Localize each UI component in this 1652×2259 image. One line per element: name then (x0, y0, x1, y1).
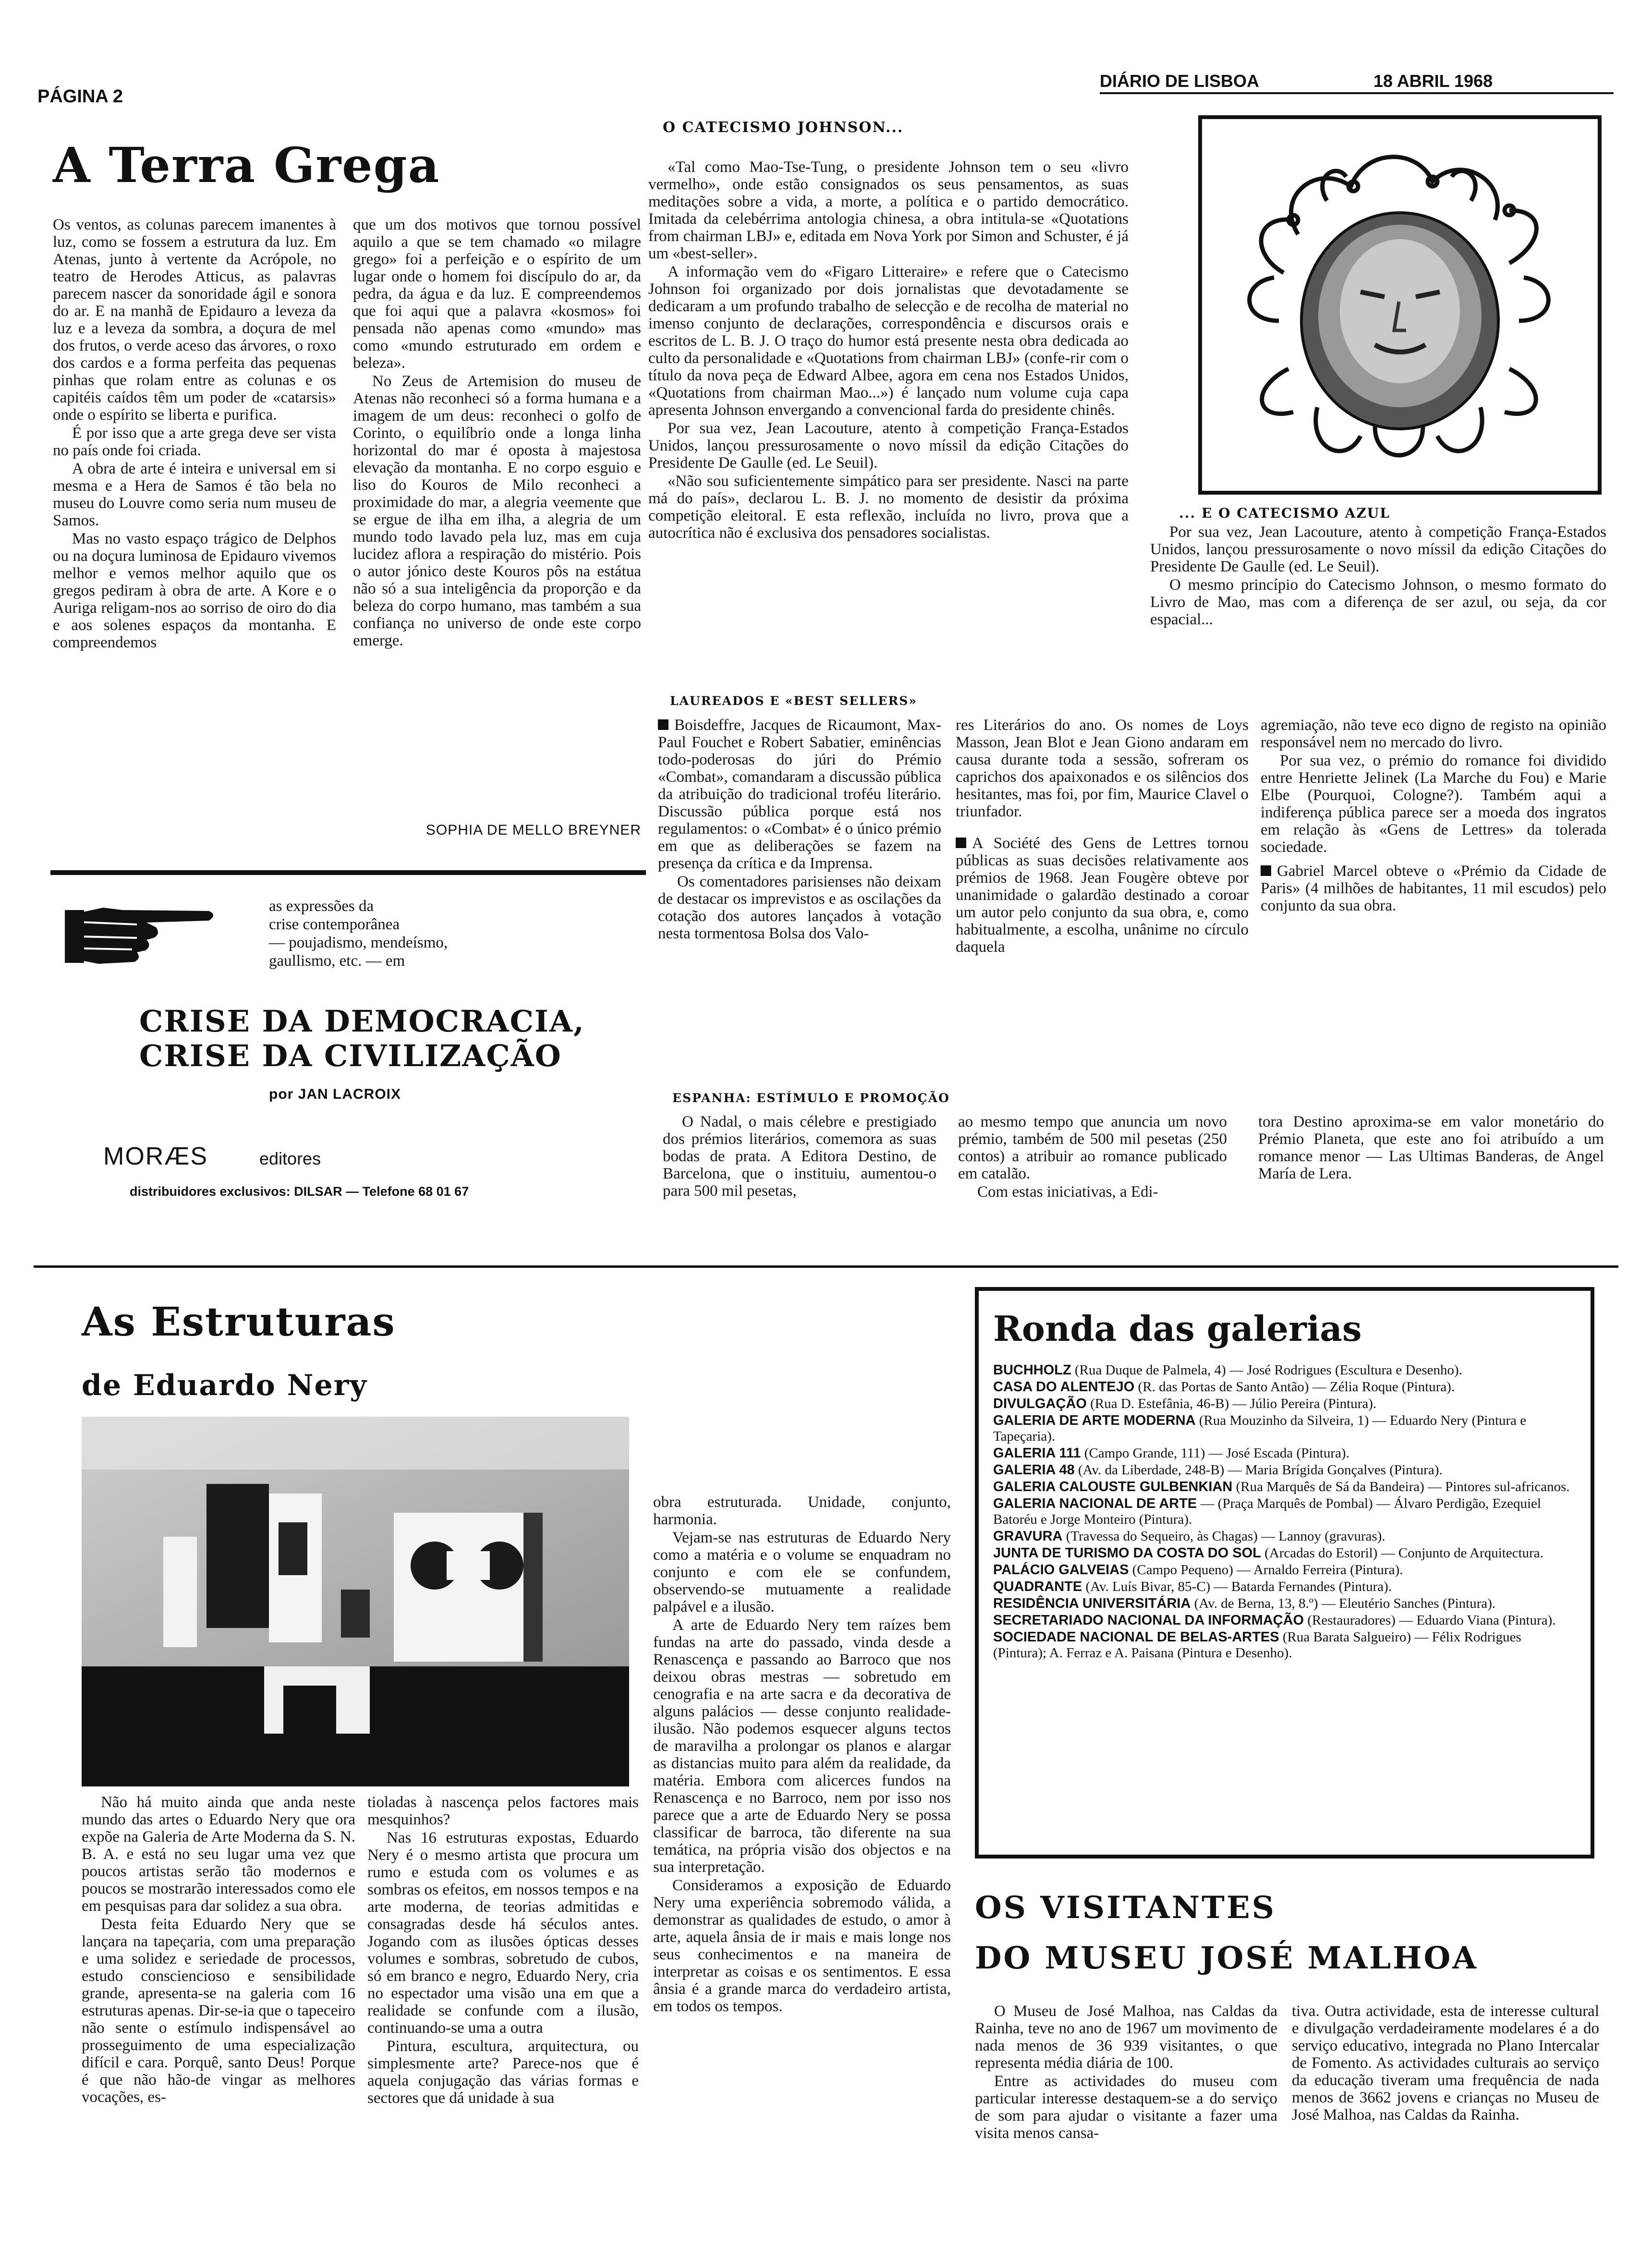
gallery-name: CASA DO ALENTEJO (993, 1379, 1135, 1395)
gallery-entry (993, 1445, 1577, 1461)
gallery-entry (993, 1545, 1577, 1561)
paragraph: A Société des Gens de Lettres tornou públicas as suas decisões relativamente aos prémios de 1968. Jean Fougère obteve por unanimidade o galardão destinado a coroar um autor pelo conjunto da sua obra, e, como habitualmente, a escolha, unânime no círculo daquela (956, 835, 1249, 956)
terra-grega-column-2 (353, 216, 641, 816)
gallery-entry (993, 1529, 1577, 1544)
visitantes-title-2: DO MUSEU JOSÉ MALHOA (975, 1940, 1478, 1976)
paragraph: O Museu de José Malhoa, nas Caldas da Rainha, teve no ano de 1967 um movimento de nada menos de 36 939 visitantes, o que representa média diária de 100. (975, 2003, 1277, 2072)
gallery-name: BUCHHOLZ (993, 1362, 1071, 1378)
newspaper-name: DIÁRIO DE LISBOA (1100, 71, 1260, 91)
estruturas-title: As Estruturas (82, 1299, 396, 1345)
gallery-entry (993, 1629, 1577, 1661)
gallery-entry (993, 1362, 1577, 1378)
paragraph: A obra de arte é inteira e universal em si mesma e a Hera de Samos é tão bela no museu do Louvre como seria num museu de Samos. (53, 460, 336, 529)
paragraph: Por sua vez, Jean Lacouture, atento à competição França-Estados Unidos, lançou pressurosamente o novo míssil da edição Citações do Presidente De Gaulle (ed. Le Seuil). (648, 420, 1129, 472)
catecismo-title: O CATECISMO JOHNSON... (663, 119, 904, 136)
gallery-name: DIVULGAÇÃO (993, 1396, 1087, 1411)
paragraph: A arte de Eduardo Nery tem raízes bem fundas na arte do passado, vinda desde a Renascença e passando ao Barroco que nos deixou obras mestras — sobretudo em cenografia e na arte sacra e da decorativa de alguns palácios — desse conjunto realidade-ilusão. Não podemos esquecer alguns tectos de maravilha a prolongar os planos e alargar as distancias muito para além da realidade, da matéria. Embora com alicerces fundos na Renascença e no Barroco, nem por isso nos parece que a arte de Eduardo Nery se possa classificar de barroca, tão diferente na sua temática, na própria visão dos objectos e na sua interpretação. (653, 1616, 951, 1876)
gallery-entry (993, 1479, 1577, 1495)
terra-grega-column-1 (53, 216, 336, 850)
terra-grega-title: A Terra Grega (53, 137, 440, 194)
azul-caption: ... E O CATECISMO AZUL (1179, 505, 1390, 521)
espanha-column-3 (1258, 1113, 1604, 1238)
paragraph: agremiação, não teve eco digno de registo na opinião responsável nem no mercado do livro. (1261, 717, 1606, 751)
paragraph: Não há muito ainda que anda neste mundo das artes o Eduardo Nery que ora expõe na Galeria de Arte Moderna da S. N. B. A. e está no seu lugar uma vez que poucos artistas serão tão modernos e poucos se mostrarão interessados como ele em pesquisas para dar solidez a sua obra. (82, 1794, 355, 1915)
paragraph: Pintura, escultura, arquitectura, ou simplesmente arte? Parece-nos que é aquela conjugação das várias formas e sectores que dá unidade à sua (367, 2038, 639, 2107)
estruturas-column-3 (653, 1494, 951, 2240)
paragraph: Os ventos, as colunas parecem imanentes à luz, como se fossem a estrutura da luz. Em Atenas, junto à vertente da Acrópole, no teatro de Herodes Atticus, as palavras parecem nascer da sonoridade ágil e sonora do ar. E na manhã de Epidauro a leveza da luz e a leveza da sombra, a doçura de mel dos frutos, o verde aceso das árvores, o roxo dos cardos e a forma perfeita das pequenas pinhas que rolam entre as colunas e os capitéis caídos têm um poder de «catarsis» onde o espírito se liberta e purifica. (53, 216, 336, 424)
sculpture-photo (82, 1417, 629, 1786)
johnson-caricature (1198, 115, 1602, 495)
visitantes-column-2 (1292, 2003, 1599, 2240)
laureados-title: LAUREADOS E «BEST SELLERS» (670, 694, 917, 708)
pointing-hand-icon (65, 896, 219, 972)
ad-intro-line: gaullismo, etc. — em (269, 952, 405, 970)
paragraph: No Zeus de Artemision do museu de Atenas não reconheci só a forma humana e a imagem de um deus: reconheci o golfo de Corinto, o equilíbrio onde a longa linha horizontal do mar é oposta à majestosa elevação da montanha. E no corpo esguio e liso do Kouros de Milo reconheci a proximidade do mar, a alegria veemente que se ergue de ilha em ilha, a alegria de um mundo todo lavado pela luz, mas em cuja lucidez aflora a respiração do mistério. Pois o autor jónico deste Kouros pôs na estátua não só a sua inteligência da proporção e da beleza do corpo humano, mas também a sua confiança no universo de onde este corpo emerge. (353, 373, 641, 649)
gallery-details: (Rua Mouzinho da Silveira, 1) — Eduardo Nery (Pintura e Tapeçaria). (993, 1413, 1527, 1444)
gallery-list (993, 1362, 1577, 1661)
paragraph: Mas no vasto espaço trágico de Delphos ou na doçura luminosa de Epidauro vivemos melhor e vemos melhor aquilo que os gregos pediram à obra de arte. A Kore e o Auriga religam-nos ao sorriso de oiro do dia e aos solenes espaços da montanha. E compreendemos (53, 530, 336, 651)
ad-book-title-2: CRISE DA CIVILIZAÇÃO (139, 1038, 562, 1073)
gallery-entry (993, 1379, 1577, 1395)
espanha-title: ESPANHA: ESTÍMULO E PROMOÇÃO (672, 1091, 950, 1105)
laureados-column-3 (1261, 717, 1606, 1096)
paragraph: Entre as actividades do museu com particular interesse destaquem-se a do serviço de som para ajudar o visitante a fazer uma visita menos cansa- (975, 2073, 1277, 2142)
ad-intro-line: as expressões da (269, 898, 374, 915)
ad-distributor: distribuidores exclusivos: DILSAR — Telefone 68 01 67 (130, 1184, 469, 1199)
visitantes-column-1 (975, 2003, 1277, 2240)
gallery-name: GALERIA CALOUSTE GULBENKIAN (993, 1479, 1233, 1494)
ad-book-title-1: CRISE DA DEMOCRACIA, (139, 1004, 585, 1039)
gallery-details: (Av. de Berna, 13, 8.º) — Eleutério Sanches (Pintura). (1194, 1596, 1496, 1611)
laureados-column-1 (658, 717, 941, 1101)
laureados-column-2 (956, 717, 1249, 1101)
gallery-name: GALERIA DE ARTE MODERNA (993, 1413, 1196, 1428)
gallery-details: (Rua Duque de Palmela, 4) — José Rodrigues (Escultura e Desenho). (1074, 1362, 1462, 1378)
azul-body (1150, 523, 1606, 682)
paragraph: tora Destino aproxima-se em valor monetário do Prémio Planeta, que este ano foi atribuído a um romance menor — Las Ultimas Banderas, de Angel María de Lera. (1258, 1113, 1604, 1182)
paragraph: tiva. Outra actividade, esta de interesse cultural e divulgação verdadeiramente modelares é a do serviço educativo, integrada no Plano Intercalar de Fomento. As actividades culturais ao serviço da educação tiveram uma frequência de nada menos de 3662 jovens e crianças no Museu de José Malhoa, nas Caldas da Rainha. (1292, 2003, 1599, 2124)
paragraph: res Literários do ano. Os nomes de Loys Masson, Jean Blot e Jean Giono andaram em causa durante toda a sessão, sofreram os caprichos dos apaixonados e os silêncios dos hesitantes, mas foi, por fim, Maurice Clavel o triunfador. (956, 717, 1249, 820)
gallery-name: GRAVURA (993, 1529, 1063, 1544)
author-signature: SOPHIA DE MELLO BREYNER (425, 822, 641, 838)
paragraph: que um dos motivos que tornou possível aquilo a que se tem chamado «o milagre grego» foi a perfeição e o espírito de um lugar onde o homem foi discípulo do ar, da pedra, da água e da luz. E compreendemos que foi aqui que a palavra «kosmos» foi pensada não apenas como «mundo» mas como «mundo estruturado em ordem e beleza». (353, 216, 641, 372)
gallery-entry (993, 1562, 1577, 1578)
gallery-name: GALERIA 111 (993, 1445, 1081, 1461)
gallery-name: GALERIA 48 (993, 1462, 1075, 1478)
ad-book-author: por JAN LACROIX (269, 1086, 401, 1102)
paragraph: Os comentadores parisienses não deixam de destacar os imprevistos e as oscilações da cotação dos autores lançados à votação nesta tormentosa Bolsa dos Valo- (658, 873, 941, 942)
gallery-name: PALÁCIO GALVEIAS (993, 1562, 1129, 1578)
paragraph: Gabriel Marcel obteve o «Prémio da Cidade de Paris» (4 milhões de habitantes, 11 mil escudos) pelo conjunto da sua obra. (1261, 862, 1606, 914)
ad-top-rule (50, 870, 646, 875)
gallery-name: SOCIEDADE NACIONAL DE BELAS-ARTES (993, 1629, 1279, 1645)
paragraph: A informação vem do «Figaro Litteraire» e refere que o Catecismo Johnson foi organizado por dois jornalistas que devotadamente se dedicaram a um profundo trabalho de selecção e de recolha de material no imenso conjunto de declarações, correspondência e discursos orais e escritos de L. B. J. O traço do humor está presente nesta obra dedicada ao culto da personalidade e «Quotations from chairman LBJ» (confe-rir com o título da nova peça de Edward Albee, agora em cena nos Estados Unidos, «Quotations from chairman Mao...») é lançado num volume cuja capa apresenta Johnson envergando a convencional farda do presidente chinês. (648, 263, 1129, 419)
page-number: PÁGINA 2 (37, 86, 123, 107)
ad-intro (269, 897, 448, 970)
paragraph: Desta feita Eduardo Nery que se lançara na tapeçaria, com uma preparação e uma solidez e seriedade de processos, estudo consciencioso e sensibilidade grande, apresenta-se na galeria com 16 estruturas apenas. Dir-se-ia que o tapeceiro não sente o estímulo indispensável ao prosseguimento de uma especialização difícil e cara. Porquê, santo Deus! Porque é que não hão-de vingar as melhores vocações, es- (82, 1916, 355, 2106)
gallery-name: JUNTA DE TURISMO DA COSTA DO SOL (993, 1545, 1261, 1561)
paragraph: «Não sou suficientemente simpático para ser presidente. Nasci na parte má do país», declarou L. B. J. no momento de desistir da próxima competição eleitoral. E esta reflexão, incluída no livro, prova que a autocrítica não é exclusiva dos pensadores socialistas. (648, 473, 1129, 542)
bullet-icon (1261, 865, 1271, 876)
gallery-details: (Travessa do Sequeiro, às Chagas) — Lannoy (gravuras). (1066, 1529, 1385, 1544)
ronda-title: Ronda das galerias (993, 1308, 1362, 1349)
visitantes-title-1: OS VISITANTES (975, 1890, 1276, 1926)
publisher-suffix: editores (259, 1149, 321, 1168)
ad-intro-line: crise contemporânea (269, 916, 400, 933)
paragraph: ao mesmo tempo que anuncia um novo prémio, também de 500 mil pesetas (250 contos) a atribuir ao romance publicado em catalão. (958, 1113, 1227, 1182)
gallery-name: QUADRANTE (993, 1579, 1082, 1594)
masthead-rule (1100, 92, 1614, 94)
bullet-icon (658, 719, 668, 730)
gallery-details: (Arcadas do Estoril) — Conjunto de Arquitectura. (1264, 1545, 1543, 1561)
estruturas-column-1 (82, 1794, 355, 2240)
ad-intro-line: — poujadismo, mendeísmo, (269, 934, 448, 951)
paragraph: Por sua vez, o prémio do romance foi dividido entre Henriette Jelinek (La Marche du Fou) e Marie Elbe (Pourquoi, Cologne?). Também aqui a indiferença pública parece ser a moeda dos ingratos em relação às «Gens de Lettres» da tolerada sociedade. (1261, 752, 1606, 856)
paragraph: tioladas à nascença pelos factores mais mesquinhos? (367, 1794, 639, 1828)
section-divider (34, 1265, 1618, 1268)
gallery-details: (Restauradores) — Eduardo Viana (Pintura). (1307, 1613, 1556, 1628)
gallery-name: RESIDÊNCIA UNIVERSITÁRIA (993, 1596, 1191, 1611)
gallery-entry (993, 1613, 1577, 1628)
espanha-column-1 (663, 1113, 936, 1238)
paragraph: Com estas iniciativas, a Edi- (977, 1183, 1158, 1201)
publisher-logo: MORÆS (103, 1142, 208, 1170)
gallery-name: SECRETARIADO NACIONAL DA INFORMAÇÃO (993, 1613, 1304, 1628)
bullet-icon (956, 838, 966, 848)
paragraph: obra estruturada. Unidade, conjunto, harmonia. (653, 1494, 951, 1528)
gallery-details: (Rua D. Estefânia, 46-B) — Júlio Pereira (Pintura). (1090, 1396, 1377, 1411)
ronda-box (975, 1287, 1594, 1858)
paragraph: O Nadal, o mais célebre e prestigiado dos prémios literários, comemora as suas bodas de prata. A Editora Destino, de Barcelona, que o instituiu, aumentou-o para 500 mil pesetas, (663, 1113, 936, 1200)
gallery-details: (Campo Pequeno) — Arnaldo Ferreira (Pintura). (1132, 1562, 1403, 1578)
paragraph: É por isso que a arte grega deve ser vista no país onde foi criada. (53, 425, 336, 459)
gallery-entry (993, 1413, 1577, 1445)
espanha-column-2 (958, 1113, 1227, 1238)
paragraph: Por sua vez, Jean Lacouture, atento à competição França-Estados Unidos, lançou pressurosamente o novo míssil da edição Citações do Presidente De Gaulle (ed. Le Seuil). (1150, 523, 1606, 575)
issue-date: 18 ABRIL 1968 (1373, 71, 1493, 91)
paragraph: Boisdeffre, Jacques de Ricaumont, Max-Paul Fouchet e Robert Sabatier, eminências todo-poderosas do júri do Prémio «Combat», comandaram a discussão pública da atribuição do tradicional troféu literário. Discussão pública porque está nos regulamentos: o «Combat» é o único prémio em que as deliberações se fazem na presença da crítica e da Imprensa. (658, 717, 941, 872)
gallery-details: (R. das Portas de Santo Antão) — Zélia Roque (Pintura). (1138, 1379, 1455, 1395)
gallery-details: (Av. Luís Bivar, 85-C) — Batarda Fernandes (Pintura). (1085, 1579, 1392, 1594)
gallery-details: — (Praça Marquês de Pombal) — Álvaro Perdigão, Ezequiel Batoréu e Jorge Monteiro (Pintura). (993, 1496, 1542, 1527)
paragraph: O mesmo princípio do Catecismo Johnson, o mesmo formato do Livro de Mao, mas com a diferença de ser azul, ou seja, da cor espacial... (1150, 576, 1606, 628)
gallery-entry (993, 1462, 1577, 1478)
paragraph: Vejam-se nas estruturas de Eduardo Nery como a matéria e o volume se enquadram no conjunto e com ele se confundem, observendo-se mutuamente a realidade palpável e a ilusão. (653, 1529, 951, 1615)
gallery-details: (Av. da Liberdade, 248-B) — Maria Brígida Gonçalves (Pintura). (1078, 1462, 1443, 1478)
gallery-entry (993, 1396, 1577, 1412)
gallery-entry (993, 1596, 1577, 1612)
estruturas-column-2 (367, 1794, 639, 2240)
gallery-details: (Rua Barata Salgueiro) — Félix Rodrigues (Pintura); A. Ferraz e A. Paisana (Pintura e Desenho). (993, 1629, 1521, 1661)
paragraph: «Tal como Mao-Tse-Tung, o presidente Johnson tem o seu «livro vermelho», onde estão consignados os seus pensamentos, as suas meditações sobre a vida, a morte, a política e o partido democrático. Imitada da celebérrima antologia chinesa, a obra intitula-se «Quotations from chairman LBJ» e, editada em Nova York por Simon and Schuster, é já um «best-seller». (648, 158, 1129, 262)
gallery-details: (Rua Marquês de Sá da Bandeira) — Pintores sul-africanos. (1236, 1479, 1570, 1494)
gallery-details: (Campo Grande, 111) — José Escada (Pintura). (1084, 1445, 1349, 1461)
catecismo-body (648, 158, 1129, 677)
estruturas-subtitle: de Eduardo Nery (82, 1369, 368, 1402)
medusa-portrait-illustration (1202, 119, 1598, 491)
gallery-name: GALERIA NACIONAL DE ARTE (993, 1496, 1197, 1511)
gallery-entry (993, 1579, 1577, 1595)
paragraph: Nas 16 estruturas expostas, Eduardo Nery é o mesmo artista que procura um rumo e estuda com os volumes e as sombras os efeitos, em nossos tempos e na arte moderna, de teorias admitidas e consagradas desde há séculos antes. Jogando com as ilusões ópticas desses volumes e sombras, sobretudo de cubos, só em branco e negro, Eduardo Nery, cria no espectador uma visão una em que a realidade se confunde com a ilusão, continuando-se uma a outra (367, 1829, 639, 2037)
paragraph: Consideramos a exposição de Eduardo Nery uma experiência sobremodo válida, a demonstrar as qualidades de estudo, o amor à arte, aquela ânsia de ir mais e mais longe nos seus conhecimentos e na maneira de interpretar as coisas e os sentimentos. E essa ânsia é a grande marca do verdadeiro artista, em todos os tempos. (653, 1877, 951, 2015)
gallery-entry (993, 1496, 1577, 1528)
